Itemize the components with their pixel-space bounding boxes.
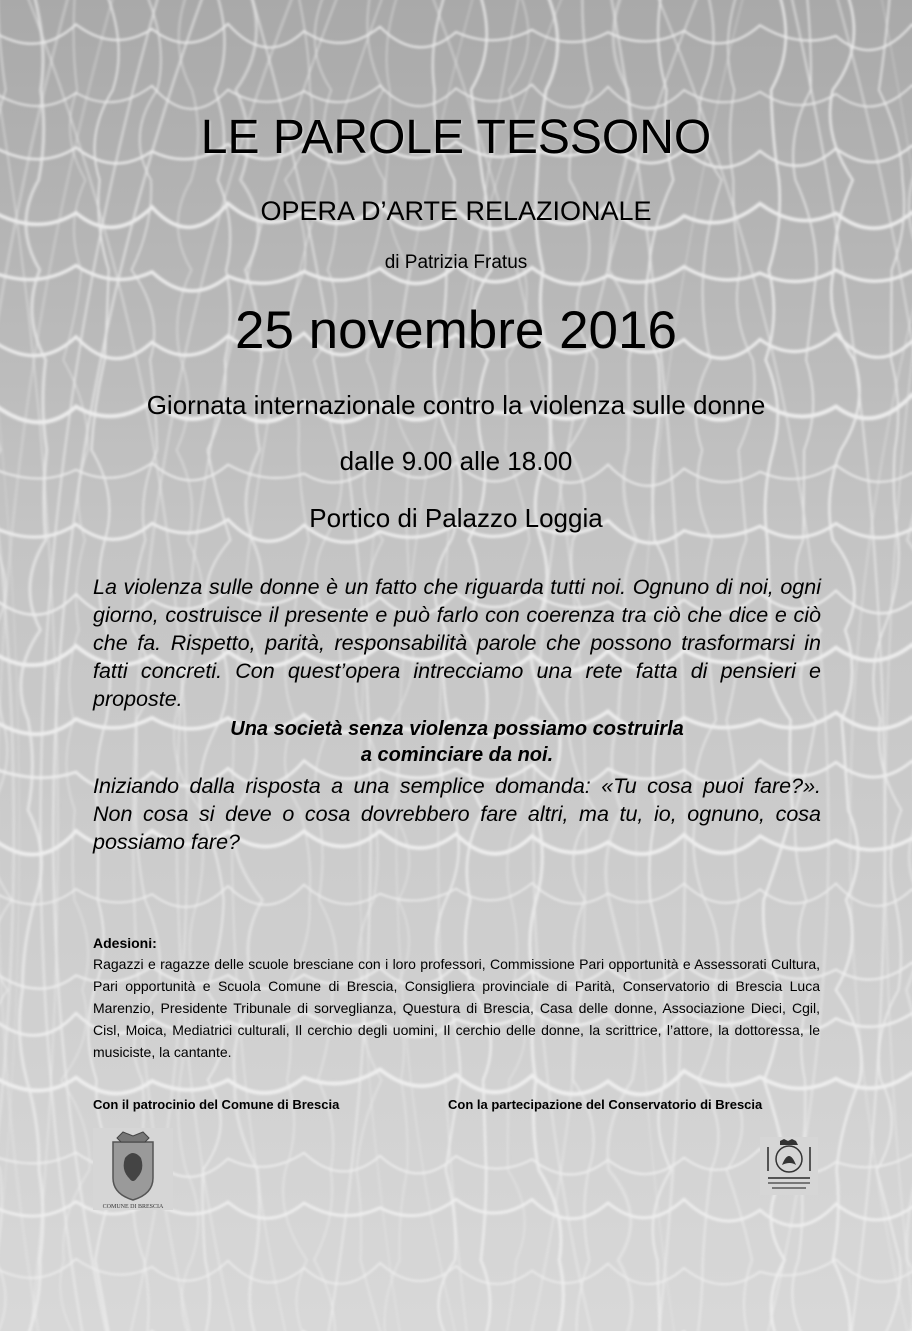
highlight-line-2: a cominciare da noi. — [360, 744, 554, 766]
poster-title: LE PAROLE TESSONO — [200, 111, 712, 164]
poster-author: di Patrizia Fratus — [384, 252, 528, 273]
comune-logo-caption: COMUNE DI BRESCIA — [102, 1204, 164, 1210]
highlight-line-1: Una società senza violenza possiamo costruirla — [230, 718, 684, 740]
conservatorio-logo — [760, 1137, 818, 1195]
intro-paragraph: La violenza sulle donne è un fatto che riguarda tutti noi. Ognuno di noi, ogni giorno, costruisce il presente e può farlo con coerenza tra ciò che dice e ciò che fa. Rispetto, parità, responsabilità parole che possono trasformarsi in fatti concreti. Con quest’opera intrecciamo una rete fatta di pensieri e proposte. — [93, 575, 821, 711]
event-date: 25 novembre 2016 — [235, 301, 677, 360]
comune-di-brescia-logo — [93, 1128, 173, 1210]
question-paragraph: Iniziando dalla risposta a una semplice domanda: «Tu cosa puoi fare?». Non cosa si deve o cosa dovrebbero fare altri, ma tu, io, ognuno, cosa possiamo fare? — [93, 774, 821, 854]
patronage-comune: Con il patrocinio del Comune di Brescia — [93, 1097, 340, 1112]
event-occasion: Giornata internazionale contro la violenza sulle donne — [146, 390, 766, 420]
patronage-conservatorio: Con la partecipazione del Conservatorio di Brescia — [448, 1097, 763, 1112]
adesioni-list: Ragazzi e ragazze delle scuole bresciane con i loro professori, Commissione Pari opportunità e Assessorati Cultura, Pari opportunità e Scuola Comune di Brescia, Consigliera provinciale di Parità, Conservatorio di Brescia Luca Marenzio, Presidente Tribunale di sorveglianza, Questura di Brescia, Casa delle donne, Associazione Dieci, Cgil, Cisl, Moica, Mediatrici culturali, Il cerchio degli uomini, Il cerchio delle donne, la scrittrice, l’attore, la dottoressa, le musiciste, la cantante. — [93, 956, 820, 1060]
adesioni-heading: Adesioni: — [93, 935, 157, 951]
event-venue: Portico di Palazzo Loggia — [309, 503, 603, 533]
poster-subtitle: OPERA D’ARTE RELAZIONALE — [260, 196, 652, 226]
event-hours: dalle 9.00 alle 18.00 — [339, 446, 573, 476]
